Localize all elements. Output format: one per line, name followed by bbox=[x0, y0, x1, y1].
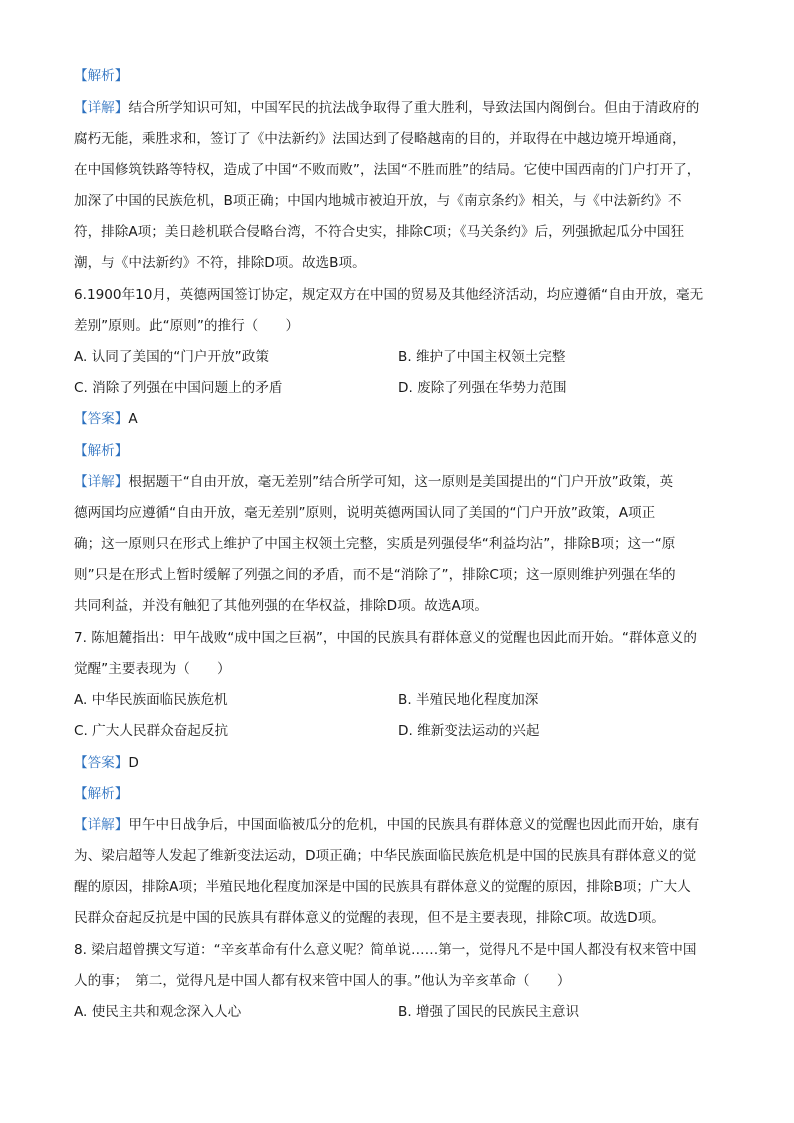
q6-option-a: A. 认同了美国的“门户开放”政策 bbox=[74, 349, 269, 365]
q5-analysis-label: 【解析】 bbox=[74, 68, 129, 84]
q6-detail-line: 确；这一原则只在形式上维护了中国主权领土完整，实质是列强侵华“利益均沾”，排除B项；这一“原 bbox=[74, 536, 676, 552]
q6-detail-label: 【详解】 bbox=[74, 474, 129, 490]
q7-detail-line bbox=[74, 815, 699, 835]
q6-answer-value: A bbox=[128, 411, 138, 427]
q7-analysis-label: 【解析】 bbox=[74, 786, 129, 802]
q8-option-b: B. 增强了国民的民族民主意识 bbox=[398, 1004, 580, 1020]
q7-detail-line: 民群众奋起反抗是中国的民族具有群体意义的觉醒的表现，但不是主要表现，排除C项。故选D项。 bbox=[74, 910, 665, 926]
q7-detail-line: 为、梁启超等人发起了维新变法运动，D项正确；中华民族面临民族危机是中国的民族具有群体意义的觉 bbox=[74, 848, 697, 864]
q5-detail-line: 符，排除A项；美日趁机联合侵略台湾，不符合史实，排除C项；《马关条约》后，列强掀起瓜分中国狂 bbox=[74, 224, 685, 240]
q6-answer-label: 【答案】 bbox=[74, 411, 129, 427]
q7-option-b: B. 半殖民地化程度加深 bbox=[398, 692, 539, 708]
q6-option-b: B. 维护了中国主权领土完整 bbox=[398, 349, 566, 365]
q6-detail-text: 根据题干“自由开放，毫无差别”结合所学可知，这一原则是美国提出的“门户开放”政策，英 bbox=[128, 474, 674, 490]
q7-answer-value: D bbox=[128, 755, 139, 771]
q7-answer-line bbox=[74, 753, 139, 773]
q7-stem-line: 7. 陈旭麓指出：甲午战败“成中国之巨祸”，中国的民族具有群体意义的觉醒也因此而开始。“群体意义的 bbox=[74, 630, 697, 646]
q5-detail-label: 【详解】 bbox=[74, 100, 129, 116]
q5-detail-text: 结合所学知识可知，中国军民的抗法战争取得了重大胜利，导致法国内阁倒台。但由于清政府的 bbox=[128, 100, 700, 116]
q6-option-d: D. 废除了列强在华势力范围 bbox=[398, 380, 567, 396]
q6-analysis-label: 【解析】 bbox=[74, 443, 129, 459]
q7-detail-label: 【详解】 bbox=[74, 817, 129, 833]
q6-stem-line: 6.1900年10月，英德两国签订协定，规定双方在中国的贸易及其他经济活动，均应遵循“自由开放，毫无 bbox=[74, 287, 704, 303]
q5-detail-line bbox=[74, 98, 699, 118]
q7-detail-text: 甲午中日战争后，中国面临被瓜分的危机，中国的民族具有群体意义的觉醒也因此而开始，康有 bbox=[128, 817, 700, 833]
q5-detail-line: 在中国修筑铁路等特权，造成了中国“不败而败”，法国“不胜而胜”的结局。它使中国西南的门户打开了， bbox=[74, 162, 701, 178]
q6-stem-line: 差别”原则。此“原则”的推行（ ） bbox=[74, 318, 300, 334]
q7-stem-line: 觉醒”主要表现为（ ） bbox=[74, 661, 231, 677]
q6-detail-line: 德两国均应遵循“自由开放，毫无差别”原则，说明英德两国认同了美国的“门户开放”政策，A项正 bbox=[74, 505, 656, 521]
q7-option-a: A. 中华民族面临民族危机 bbox=[74, 692, 228, 708]
q6-option-c: C. 消除了列强在中国问题上的矛盾 bbox=[74, 380, 283, 396]
q5-detail-line: 腐朽无能，乘胜求和，签订了《中法新约》法国达到了侵略越南的目的，并取得在中越边境开埠通商， bbox=[74, 131, 686, 147]
q8-stem-line: 8. 梁启超曾撰文写道：“辛亥革命有什么意义呢？简单说……第一，觉得凡不是中国人都没有权来管中国 bbox=[74, 942, 697, 958]
q6-detail-line bbox=[74, 472, 673, 492]
q6-detail-line: 共同利益，并没有触犯了其他列强的在华权益，排除D项。故选A项。 bbox=[74, 598, 488, 614]
q6-detail-line: 则”只是在形式上暂时缓解了列强之间的矛盾，而不是“消除了”，排除C项；这一原则维护列强在华的 bbox=[74, 567, 676, 583]
q8-stem-line: 人的事； 第二，觉得凡是中国人都有权来管中国人的事。”他认为辛亥革命（ ） bbox=[74, 973, 571, 989]
q5-detail-line: 潮，与《中法新约》不符，排除D项。故选B项。 bbox=[74, 255, 366, 271]
q8-option-a: A. 使民主共和观念深入人心 bbox=[74, 1004, 242, 1020]
q7-detail-line: 醒的原因，排除A项；半殖民地化程度加深是中国的民族具有群体意义的觉醒的原因，排除B项；广大人 bbox=[74, 879, 691, 895]
q6-answer-line bbox=[74, 409, 138, 429]
q7-option-c: C. 广大人民群众奋起反抗 bbox=[74, 723, 229, 739]
q7-answer-label: 【答案】 bbox=[74, 755, 129, 771]
q7-option-d: D. 维新变法运动的兴起 bbox=[398, 723, 540, 739]
q5-detail-line: 加深了中国的民族危机，B项正确；中国内地城市被迫开放，与《南京条约》相关，与《中法新约》不 bbox=[74, 193, 682, 209]
